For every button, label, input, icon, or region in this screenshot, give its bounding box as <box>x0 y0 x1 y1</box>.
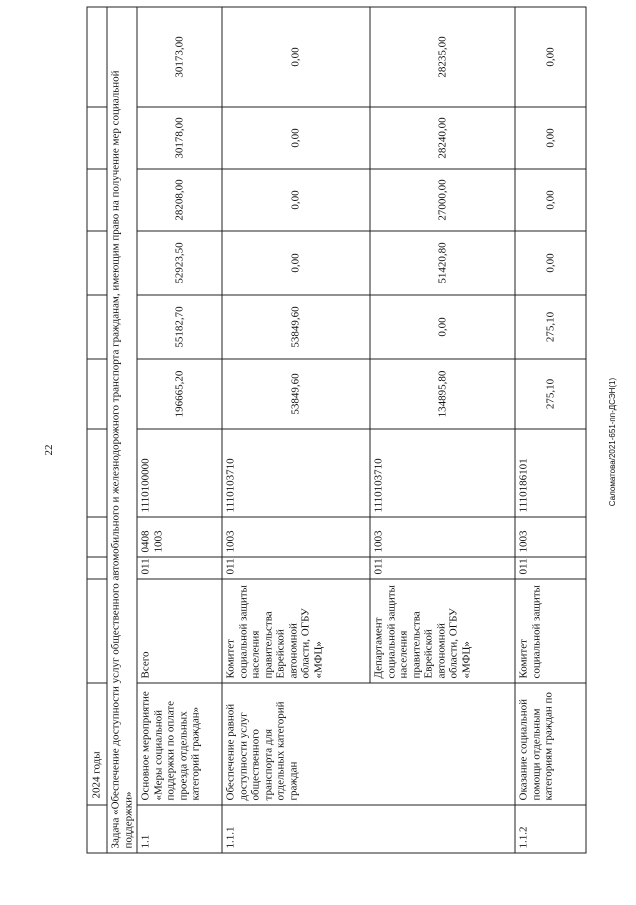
blank-cell <box>87 107 107 169</box>
csr-code: 1110103710 <box>222 429 370 517</box>
year-row <box>87 7 107 853</box>
row-number: 1.1.2 <box>515 805 586 853</box>
value-cell: 0,00 <box>515 7 586 107</box>
executor: Департамент социальной защиты населения правительства Еврейской автономной области, ОГБУ «МФЦ» <box>370 579 515 683</box>
blank-cell <box>87 557 107 579</box>
value-cell: 0,00 <box>222 231 370 295</box>
value-cell: 275,10 <box>515 359 586 429</box>
page-number: 22 <box>43 444 55 456</box>
executor: Комитет социальной защиты населения правительства Еврейской автономной области, ОГБУ «МФЦ» <box>222 579 370 683</box>
event-name: Оказание социальной помощи отдельным категориям граждан по <box>515 683 586 805</box>
value-cell: 53849,60 <box>222 295 370 359</box>
blank-cell <box>87 231 107 295</box>
value-cell: 275,10 <box>515 295 586 359</box>
value-cell: 30178,00 <box>137 107 222 169</box>
value-cell: 28235,00 <box>370 7 515 107</box>
grbs-code: 011 <box>370 557 515 579</box>
rzpr-code: 1003 <box>222 517 370 557</box>
blank-cell <box>87 429 107 517</box>
task-text: Задача «Обеспечение доступности услуг общественного автомобильного и железнодорожного транспорта гражданам, имеющим право на получение мер социальной поддержки» <box>107 7 137 853</box>
executor: Всего <box>137 579 222 683</box>
value-cell: 53849,60 <box>222 359 370 429</box>
budget-table <box>87 7 587 854</box>
value-cell: 0,00 <box>515 169 586 231</box>
value-cell: 196665,20 <box>137 359 222 429</box>
grbs-code: 011 <box>515 557 586 579</box>
blank-cell <box>87 579 107 683</box>
csr-code: 1110103710 <box>370 429 515 517</box>
value-cell: 55182,70 <box>137 295 222 359</box>
value-cell: 51420,80 <box>370 231 515 295</box>
row-number: 1.1.1 <box>222 805 515 853</box>
footer-code: Саломатова/2021-651-пп-ДСЭН(1) <box>608 377 617 507</box>
value-cell: 0,00 <box>370 295 515 359</box>
rzpr-code: 1003 <box>370 517 515 557</box>
value-cell: 0,00 <box>222 7 370 107</box>
year-label: 2024 годы <box>87 683 107 805</box>
value-cell: 27000,00 <box>370 169 515 231</box>
blank-cell <box>87 805 107 853</box>
blank-cell <box>87 169 107 231</box>
table-row <box>137 7 222 853</box>
value-cell: 0,00 <box>222 107 370 169</box>
rzpr-code: 0408 1003 <box>137 517 222 557</box>
value-cell: 28208,00 <box>137 169 222 231</box>
blank-cell <box>87 517 107 557</box>
row-number: 1.1 <box>137 805 222 853</box>
value-cell: 0,00 <box>515 107 586 169</box>
csr-code: 1110100000 <box>137 429 222 517</box>
grbs-code: 011 <box>222 557 370 579</box>
value-cell: 30173,00 <box>137 7 222 107</box>
rzpr-code: 1003 <box>515 517 586 557</box>
value-cell: 52923,50 <box>137 231 222 295</box>
value-cell: 28240,00 <box>370 107 515 169</box>
csr-code: 1110186101 <box>515 429 586 517</box>
blank-cell <box>87 7 107 107</box>
blank-cell <box>87 359 107 429</box>
task-row <box>107 7 137 853</box>
grbs-code: 011 <box>137 557 222 579</box>
table-row <box>222 7 370 853</box>
executor: Комитет социальной защиты <box>515 579 586 683</box>
table-row <box>515 7 586 853</box>
blank-cell <box>87 295 107 359</box>
value-cell: 134895,80 <box>370 359 515 429</box>
value-cell: 0,00 <box>515 231 586 295</box>
rotated-table-container <box>87 36 584 854</box>
value-cell: 0,00 <box>222 169 370 231</box>
event-name: Обеспечение равной доступности услуг общественного транспорта для отдельных категорий граждан <box>222 683 515 805</box>
event-name: Основное мероприятие «Меры социальной поддержки по оплате проезда отдельных категорий граждан» <box>137 683 222 805</box>
